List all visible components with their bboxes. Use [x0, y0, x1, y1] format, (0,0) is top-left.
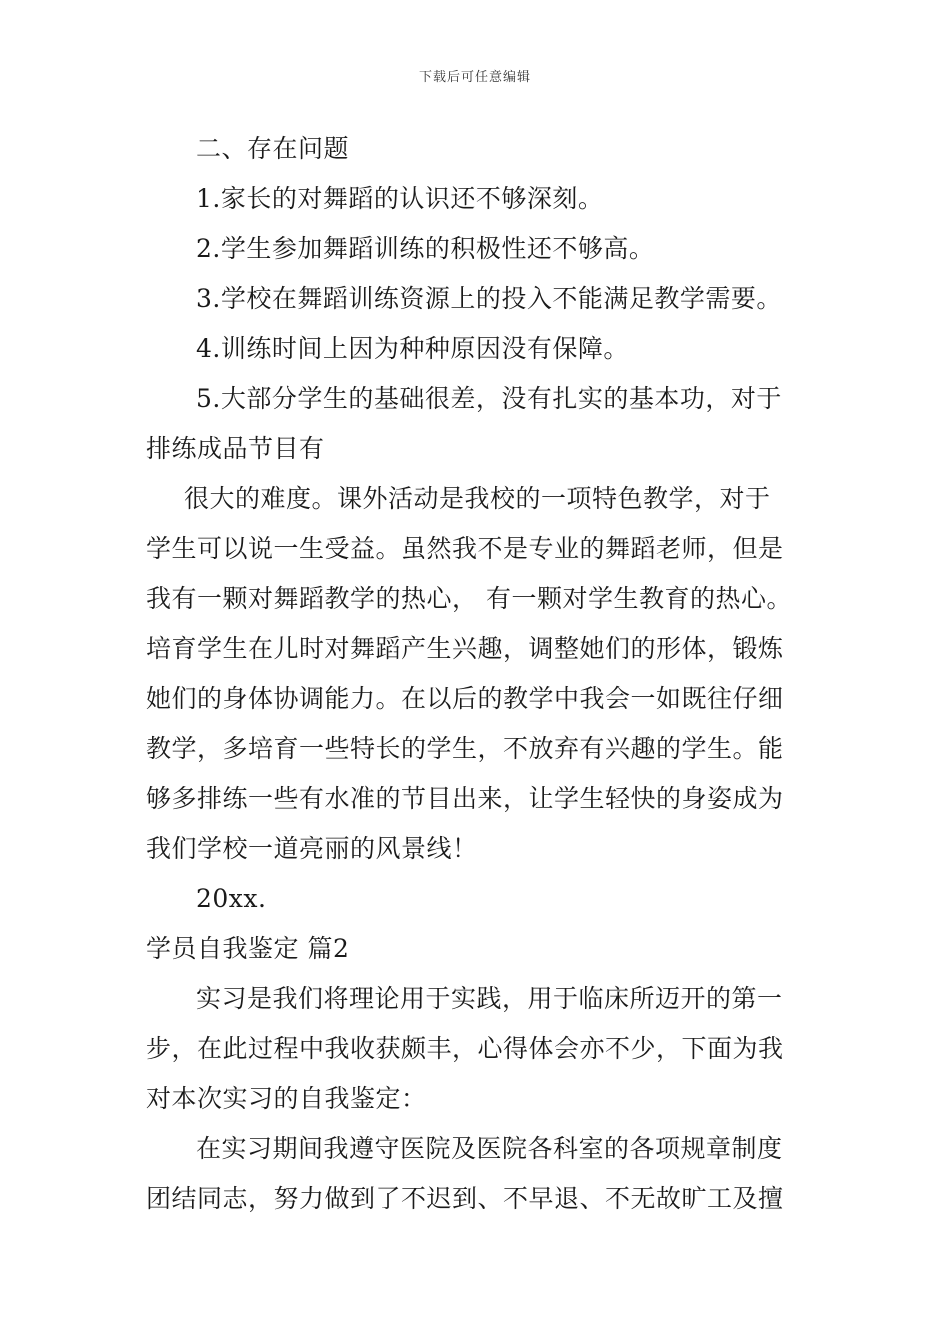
paragraph-line: 她们的身体协调能力。在以后的教学中我会一如既往仔细 [146, 684, 784, 713]
section-heading: 二、存在问题 [196, 134, 350, 163]
problem-item-1: 1.家长的对舞蹈的认识还不够深刻。 [196, 184, 604, 213]
paragraph-line: 学生可以说一生受益。虽然我不是专业的舞蹈老师，但是 [146, 534, 784, 563]
problem-item-3: 3.学校在舞蹈训练资源上的投入不能满足教学需要。 [196, 284, 782, 313]
paragraph-line: 我们学校一道亮丽的风景线！ [146, 834, 478, 863]
document-body [146, 124, 806, 1224]
paragraph-line: 我有一颗对舞蹈教学的热心， 有一颗对学生教育的热心。 [146, 584, 792, 613]
paragraph-line: 排练成品节目有 [146, 434, 325, 463]
problem-item-2: 2.学生参加舞蹈训练的积极性还不够高。 [196, 234, 655, 263]
paragraph-line: 很大的难度。课外活动是我校的一项特色教学，对于 [184, 484, 771, 513]
paragraph-line: 团结同志，努力做到了不迟到、不早退、不无故旷工及擅 [146, 1184, 784, 1213]
article-title: 学员自我鉴定 篇2 [146, 934, 350, 963]
date-line: 20xx. [196, 884, 267, 913]
paragraph-line: 对本次实习的自我鉴定： [146, 1084, 427, 1113]
paragraph-line: 培育学生在儿时对舞蹈产生兴趣，调整她们的形体，锻炼 [146, 634, 784, 663]
paragraph-line: 步，在此过程中我收获颇丰，心得体会亦不少，下面为我 [146, 1034, 784, 1063]
paragraph-line: 够多排练一些有水准的节目出来，让学生轻快的身姿成为 [146, 784, 784, 813]
paragraph-line: 在实习期间我遵守医院及医院各科室的各项规章制度 [196, 1134, 783, 1163]
problem-item-4: 4.训练时间上因为种种原因没有保障。 [196, 334, 629, 363]
paragraph-line: 实习是我们将理论用于实践，用于临床所迈开的第一 [196, 984, 783, 1013]
paragraph-line: 教学，多培育一些特长的学生，不放弃有兴趣的学生。能 [146, 734, 784, 763]
page-header: 下载后可任意编辑 [418, 70, 531, 85]
problem-item-5: 5.大部分学生的基础很差，没有扎实的基本功，对于 [196, 384, 782, 413]
